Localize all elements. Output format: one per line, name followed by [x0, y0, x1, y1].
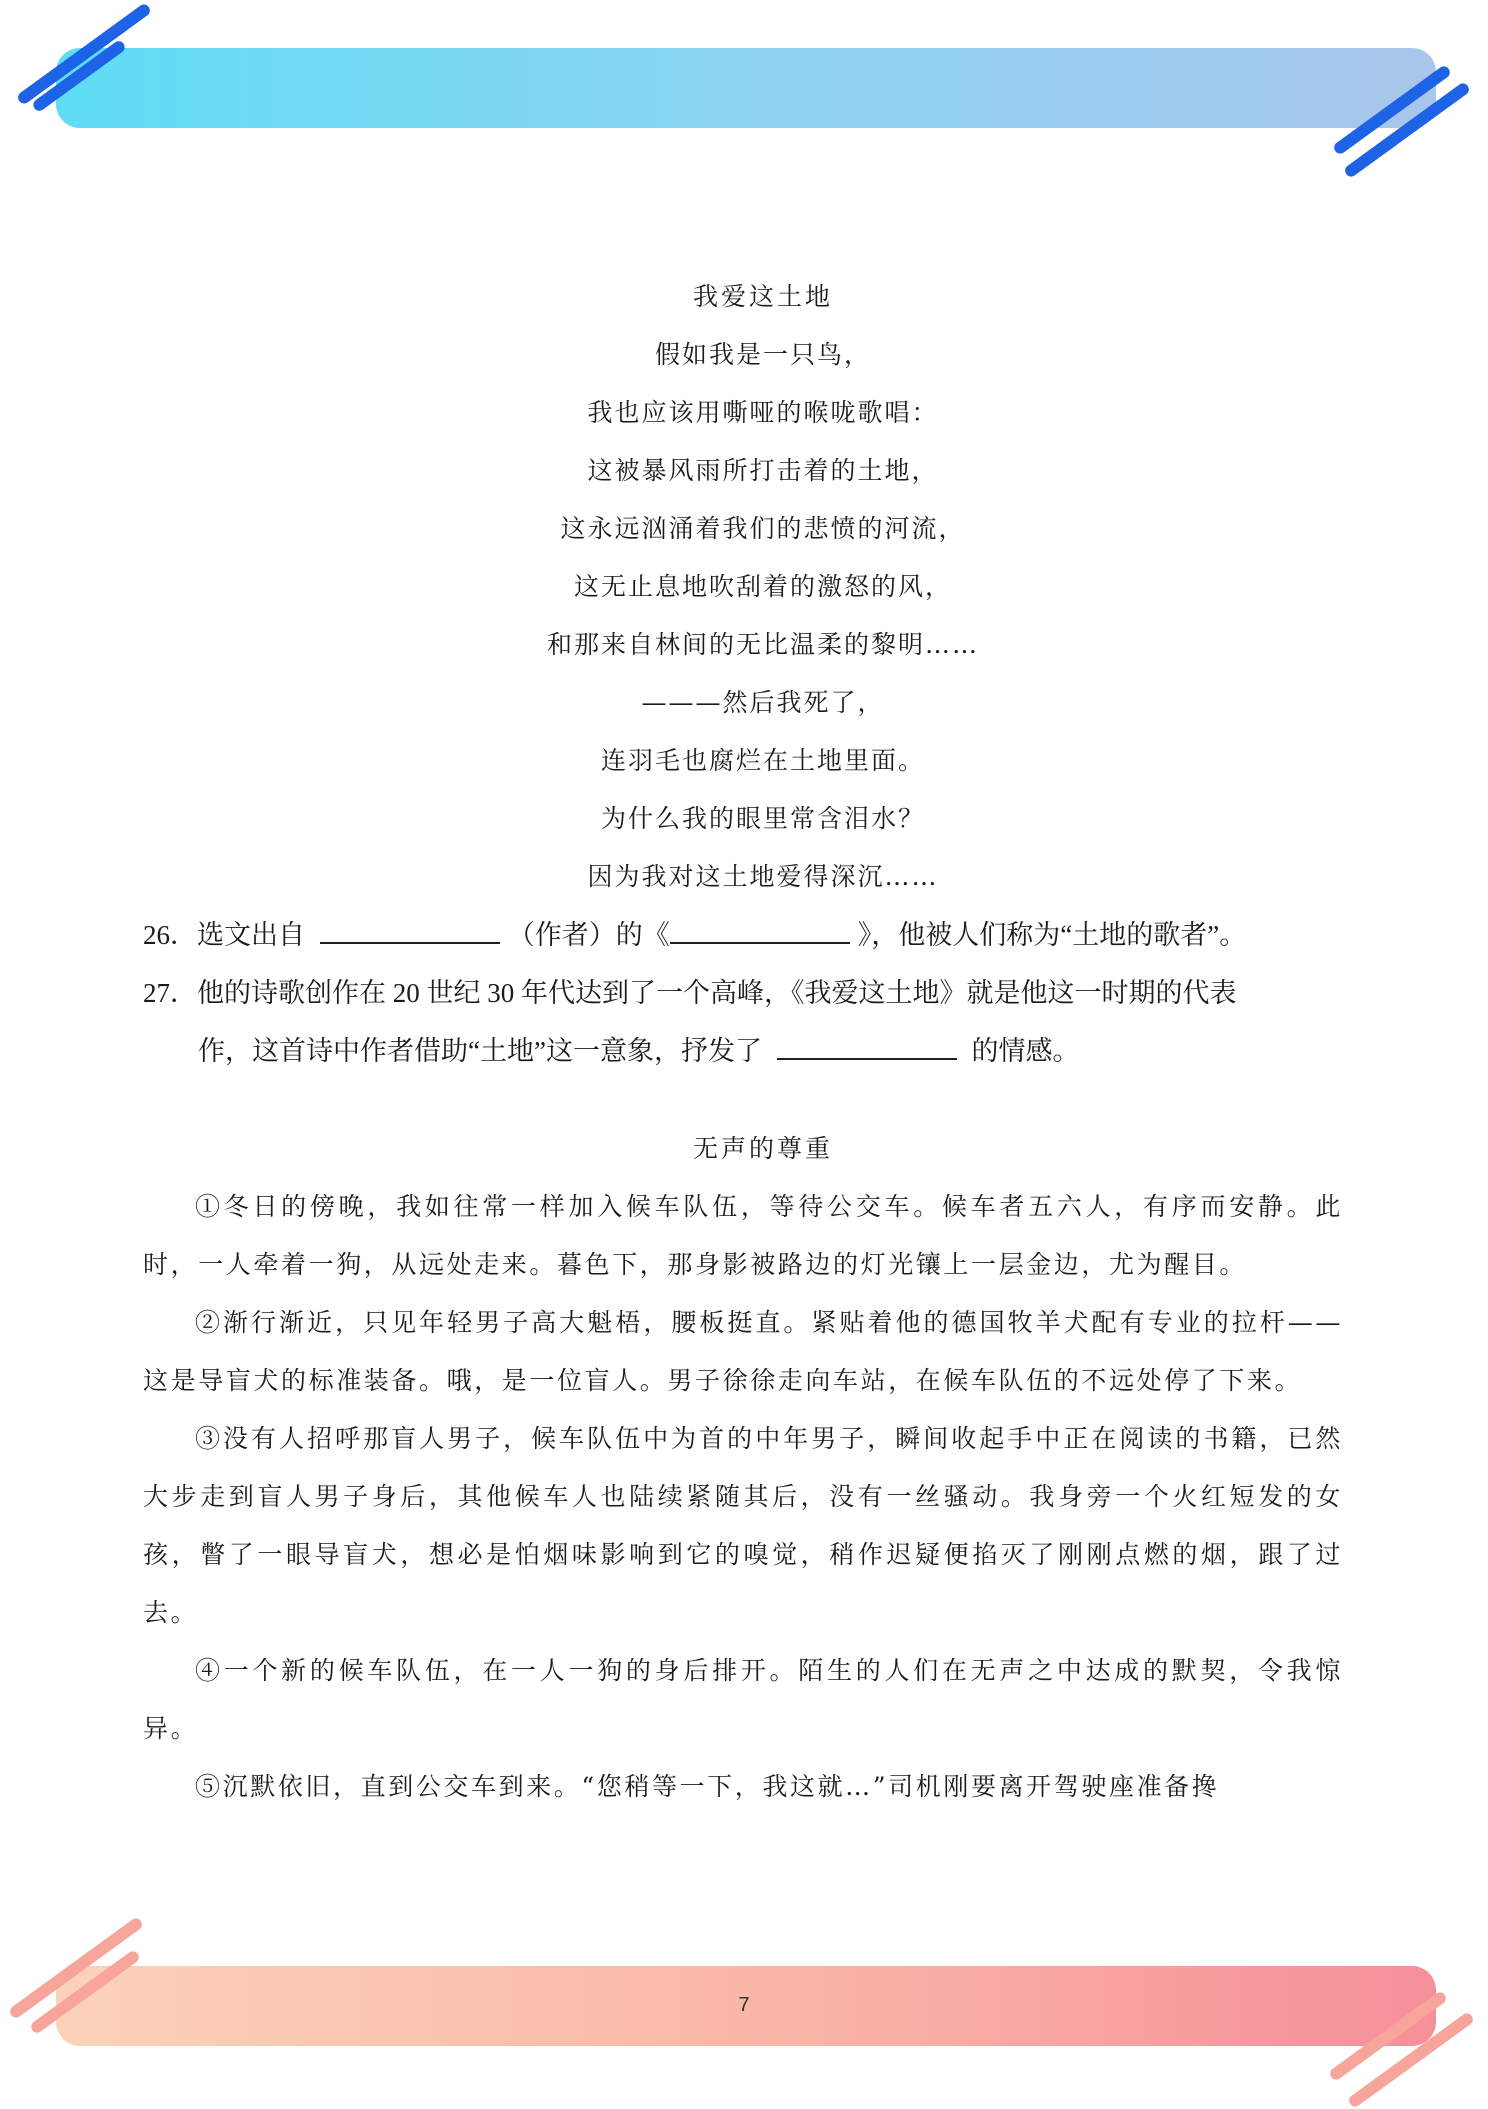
- essay-paragraph: ③没有人招呼那盲人男子，候车队伍中为首的中年男子，瞬间收起手中正在阅读的书籍，已然大步走到盲人男子身后，其他候车人也陆续紧随其后，没有一丝骚动。我身旁一个火红短发的女孩，瞥了一眼导盲犬，想必是怕烟味影响到它的嗅觉，稍作迟疑便掐灭了刚刚点燃的烟，跟了过去。: [143, 1424, 1343, 1627]
- poem-line: 因为我对这土地爱得深沉……: [587, 862, 939, 891]
- question-26: [143, 906, 1343, 964]
- answer-blank: [670, 922, 850, 944]
- header-banner: [56, 48, 1436, 128]
- question-text: 的情感。: [971, 1036, 1080, 1066]
- essay-paragraph: ⑤沉默依旧，直到公交车到来。“您稍等一下，我这就…”司机刚要离开驾驶座准备搀: [195, 1772, 1220, 1801]
- poem-line: 和那来自林间的无比温柔的黎明……: [546, 630, 979, 659]
- question-text: （作者）的《: [507, 920, 670, 950]
- poem-line: 这永远汹涌着我们的悲愤的河流，: [560, 514, 966, 543]
- answer-blank: [777, 1038, 957, 1060]
- question-text: 他的诗歌创作在 20 世纪 30 年代达到了一个高峰，《我爱这土地》就是他这一时期的代表: [197, 978, 1237, 1008]
- page-content: [143, 268, 1343, 1816]
- question-text: 选文出自: [197, 920, 305, 950]
- page-number: 7: [738, 1994, 750, 2016]
- poem-line: 这被暴风雨所打击着的土地，: [587, 456, 939, 485]
- question-text: 》，他被人们称为“土地的歌者”。: [857, 920, 1247, 950]
- question-27-continued: [143, 1022, 1343, 1080]
- question-text: 作，这首诗中作者借助“土地”这一意象，抒发了: [198, 1036, 762, 1066]
- poem-line: 为什么我的眼里常含泪水？: [600, 804, 925, 833]
- poem-line: 连羽毛也腐烂在土地里面。: [600, 746, 925, 775]
- poem-line: 假如我是一只鸟，: [654, 340, 871, 369]
- question-number: 26．: [143, 920, 197, 950]
- question-number: 27．: [143, 978, 197, 1008]
- poem-line: 我也应该用嘶哑的喉咙歌唱：: [587, 398, 939, 427]
- poem-line: 这无止息地吹刮着的激怒的风，: [573, 572, 952, 601]
- poem-line: ———然后我死了，: [641, 688, 885, 717]
- question-27: [143, 964, 1343, 1022]
- poem-title: 我爱这土地: [692, 282, 833, 311]
- essay-paragraph: ②渐行渐近，只见年轻男子高大魁梧，腰板挺直。紧贴着他的德国牧羊犬配有专业的拉杆——这是导盲犬的标准装备。哦，是一位盲人。男子徐徐走向车站，在候车队伍的不远处停了下来。: [143, 1308, 1343, 1395]
- answer-blank: [320, 922, 500, 944]
- essay-title: 无声的尊重: [692, 1134, 833, 1163]
- essay-paragraph: ④一个新的候车队伍，在一人一狗的身后排开。陌生的人们在无声之中达成的默契，令我惊异。: [143, 1656, 1343, 1743]
- essay-paragraph: ①冬日的傍晚，我如往常一样加入候车队伍，等待公交车。候车者五六人，有序而安静。此时，一人牵着一狗，从远处走来。暮色下，那身影被路边的灯光镶上一层金边，尤为醒目。: [143, 1192, 1343, 1279]
